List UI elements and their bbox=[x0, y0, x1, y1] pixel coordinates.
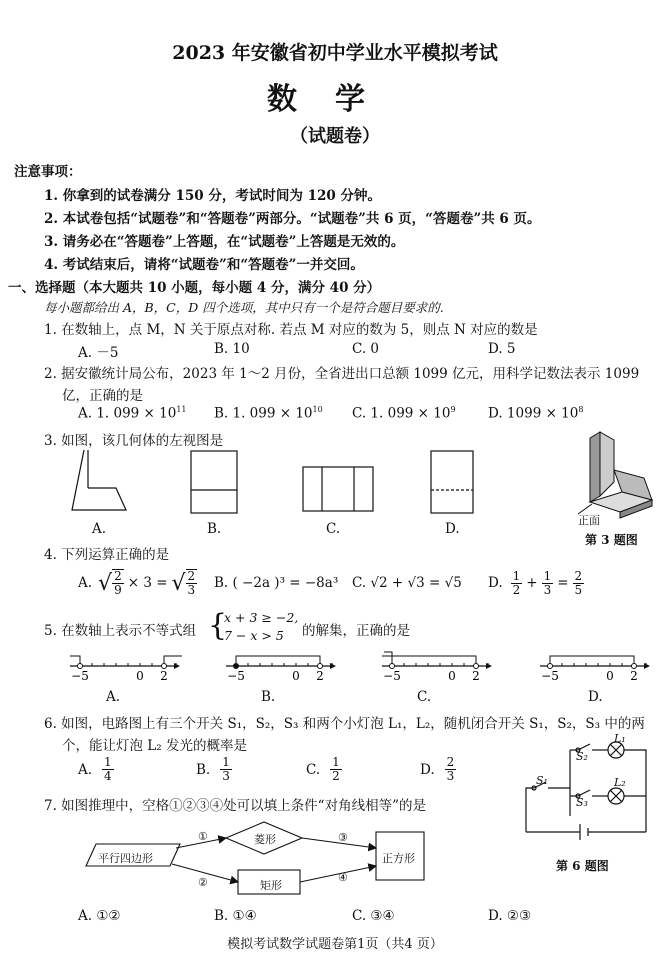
circuit-label-l1: L₁ bbox=[614, 732, 626, 745]
number-line-arrow bbox=[644, 663, 650, 669]
notice-item: 2. 本试卷包括“试题卷”和“答题卷”两部分。“试题卷”共 6 页，“答题卷”共 6 页。 bbox=[44, 211, 541, 227]
q1-option-d: D. 5 bbox=[488, 341, 516, 357]
q2-stem-line1: 2. 据安徽统计局公布，2023 年 1～2 月份，全省进出口总额 1099 亿元，用科学记数法表示 1099 bbox=[44, 366, 640, 382]
q5-option-c: C. bbox=[417, 689, 432, 705]
number-line-tick-label: −5 bbox=[71, 669, 89, 683]
q7-option-d: D. ②③ bbox=[488, 908, 532, 924]
q5-option-d: D. bbox=[588, 689, 603, 705]
solution-segment bbox=[236, 656, 320, 666]
number-line-tick-label: 0 bbox=[136, 669, 144, 683]
solution-ray bbox=[164, 656, 182, 666]
q4-stem: 4. 下列运算正确的是 bbox=[44, 547, 170, 563]
solution-ray bbox=[382, 656, 476, 666]
q5-option-a: A. bbox=[106, 689, 121, 705]
endpoint-open bbox=[632, 664, 637, 669]
q2-stem-line2: 亿，正确的是 bbox=[62, 388, 143, 404]
endpoint-open bbox=[318, 664, 323, 669]
q3-front-label: 正面 bbox=[578, 514, 600, 527]
endpoint-open bbox=[390, 664, 395, 669]
q2-option-d: D. $1099 \times 10^8$ bbox=[488, 405, 584, 422]
notice-heading: 注意事项： bbox=[14, 164, 82, 180]
q4-option-d: D. $\frac{1}{2}$ + $\frac{1}{3}$ = $\frac{2}{5}$ bbox=[488, 568, 583, 597]
q4-option-b: B. ( −2a )³ = −8a³ bbox=[214, 575, 339, 591]
q7-node-rhombus: 菱形 bbox=[254, 833, 276, 846]
number-line-arrow bbox=[174, 663, 180, 669]
number-line-tick-label: −5 bbox=[227, 669, 245, 683]
q5-stem-post: 的解集，正确的是 bbox=[302, 623, 410, 639]
q2-option-c: C. 1. $099 \times 10^9$ bbox=[352, 405, 456, 422]
endpoint-open bbox=[162, 664, 167, 669]
circuit-label-l2: L₂ bbox=[614, 776, 626, 789]
q7-mark-4: ④ bbox=[338, 871, 348, 884]
q7-node-rectangle: 矩形 bbox=[260, 879, 282, 892]
q6-option-c: C. $\frac{1}{2}$ bbox=[306, 755, 340, 783]
page-footer: 模拟考试数学试题卷第1页（共4 页） bbox=[227, 937, 443, 952]
endpoint-open bbox=[78, 664, 83, 669]
q3-option-d: D. bbox=[445, 521, 460, 537]
q2-option-b: B. 1. $099 \times 10^{10}$ bbox=[214, 405, 323, 422]
number-line-tick-label: −5 bbox=[383, 669, 401, 683]
number-line-tick-label: 0 bbox=[448, 669, 456, 683]
section-heading: 一、选择题（本大题共 10 小题，每小题 4 分，满分 40 分） bbox=[8, 280, 381, 296]
number-line-tick-label: 2 bbox=[316, 669, 324, 683]
q6-option-a: A. $\frac{1}{4}$ bbox=[78, 755, 112, 783]
notice-item: 3. 请务必在“答题卷”上答题，在“试题卷”上答题是无效的。 bbox=[44, 234, 405, 250]
q6-circuit-diagram bbox=[520, 728, 660, 848]
circuit-label-s3: S₃ bbox=[576, 796, 588, 809]
exam-title: 2023 年安徽省初中学业水平模拟考试 bbox=[172, 42, 498, 64]
endpoint-open bbox=[474, 664, 479, 669]
number-line-tick-label: 0 bbox=[606, 669, 614, 683]
q6-option-b: B. $\frac{1}{3}$ bbox=[196, 755, 230, 783]
q3-figure-caption: 第 3 题图 bbox=[585, 533, 638, 547]
number-line-tick-label: 0 bbox=[292, 669, 300, 683]
q7-mark-3: ③ bbox=[338, 831, 348, 844]
number-line-tick-label: 2 bbox=[472, 669, 480, 683]
q7-mark-2: ② bbox=[198, 876, 208, 889]
q5-brace: { bbox=[208, 608, 228, 643]
number-line-tick-label: 2 bbox=[630, 669, 638, 683]
q6-option-d: D. $\frac{2}{3}$ bbox=[420, 755, 455, 783]
q4-option-c: C. √2 + √3 = √5 bbox=[352, 575, 462, 591]
q3-stem: 3. 如图，该几何体的左视图是 bbox=[44, 433, 224, 449]
q4-option-a: A. √ $\frac{2}{9}$ × 3 = √ $\frac{2}{3}$ bbox=[78, 569, 196, 597]
circuit-label-s2: S₂ bbox=[576, 750, 588, 763]
q5-option-b: B. bbox=[261, 689, 276, 705]
q1-option-c: C. 0 bbox=[352, 341, 380, 357]
q7-mark-1: ① bbox=[198, 830, 208, 843]
number-line-tick-label: 2 bbox=[160, 669, 168, 683]
q1-option-a: A. －5 bbox=[78, 345, 119, 361]
q7-node-square: 正方形 bbox=[382, 852, 415, 865]
q2-option-a: A. 1. $099 \times 10^{11}$ bbox=[78, 405, 187, 422]
q7-option-c: C. ③④ bbox=[352, 908, 395, 924]
endpoint-closed bbox=[234, 664, 239, 669]
notice-item: 4. 考试结束后，请将“试题卷”和“答题卷”一并交回。 bbox=[44, 257, 364, 273]
circuit-label-s1: S₁ bbox=[536, 774, 548, 787]
q6-stem-line2: 个，能让灯泡 L₂ 发光的概率是 bbox=[62, 738, 247, 754]
number-line-arrow bbox=[330, 663, 336, 669]
q3-option-b: B. bbox=[207, 521, 222, 537]
subject-title: 数学 bbox=[267, 82, 403, 117]
q6-figure-caption: 第 6 题图 bbox=[556, 859, 609, 873]
q7-stem: 7. 如图推理中，空格①②③④处可以填上条件“对角线相等”的是 bbox=[44, 798, 426, 814]
paper-type: （试题卷） bbox=[290, 126, 380, 147]
solution-segment bbox=[550, 656, 634, 666]
q5-stem-pre: 5. 在数轴上表示不等式组 bbox=[44, 623, 197, 639]
q1-stem: 1. 在数轴上，点 M，N 关于原点对称. 若点 M 对应的数为 5，则点 N 对应的数是 bbox=[44, 322, 538, 338]
q7-option-b: B. ①④ bbox=[214, 908, 257, 924]
q1-option-b: B. 10 bbox=[214, 341, 250, 357]
q5-inequality-2: 7 − x > 5 bbox=[224, 628, 284, 643]
q7-option-a: A. ①② bbox=[78, 908, 121, 924]
q7-node-parallelogram: 平行四边形 bbox=[98, 852, 153, 865]
q3-option-a: A. bbox=[92, 521, 107, 537]
notice-item: 1. 你拿到的试卷满分 150 分，考试时间为 120 分钟。 bbox=[44, 188, 381, 204]
q5-inequality-1: x + 3 ≥ −2, bbox=[224, 610, 299, 625]
q3-option-c: C. bbox=[326, 521, 341, 537]
endpoint-open bbox=[548, 664, 553, 669]
number-line-tick-label: −5 bbox=[541, 669, 559, 683]
q6-stem-line1: 6. 如图，电路图上有三个开关 S₁，S₂，S₃ 和两个小灯泡 L₁，L₂，随机闭合开关 S₁，S₂，S₃ 中的两 bbox=[44, 716, 645, 732]
section-instruction: 每小题都给出 A，B，C，D 四个选项，其中只有一个是符合题目要求的. bbox=[44, 300, 444, 315]
number-line-arrow bbox=[486, 663, 492, 669]
